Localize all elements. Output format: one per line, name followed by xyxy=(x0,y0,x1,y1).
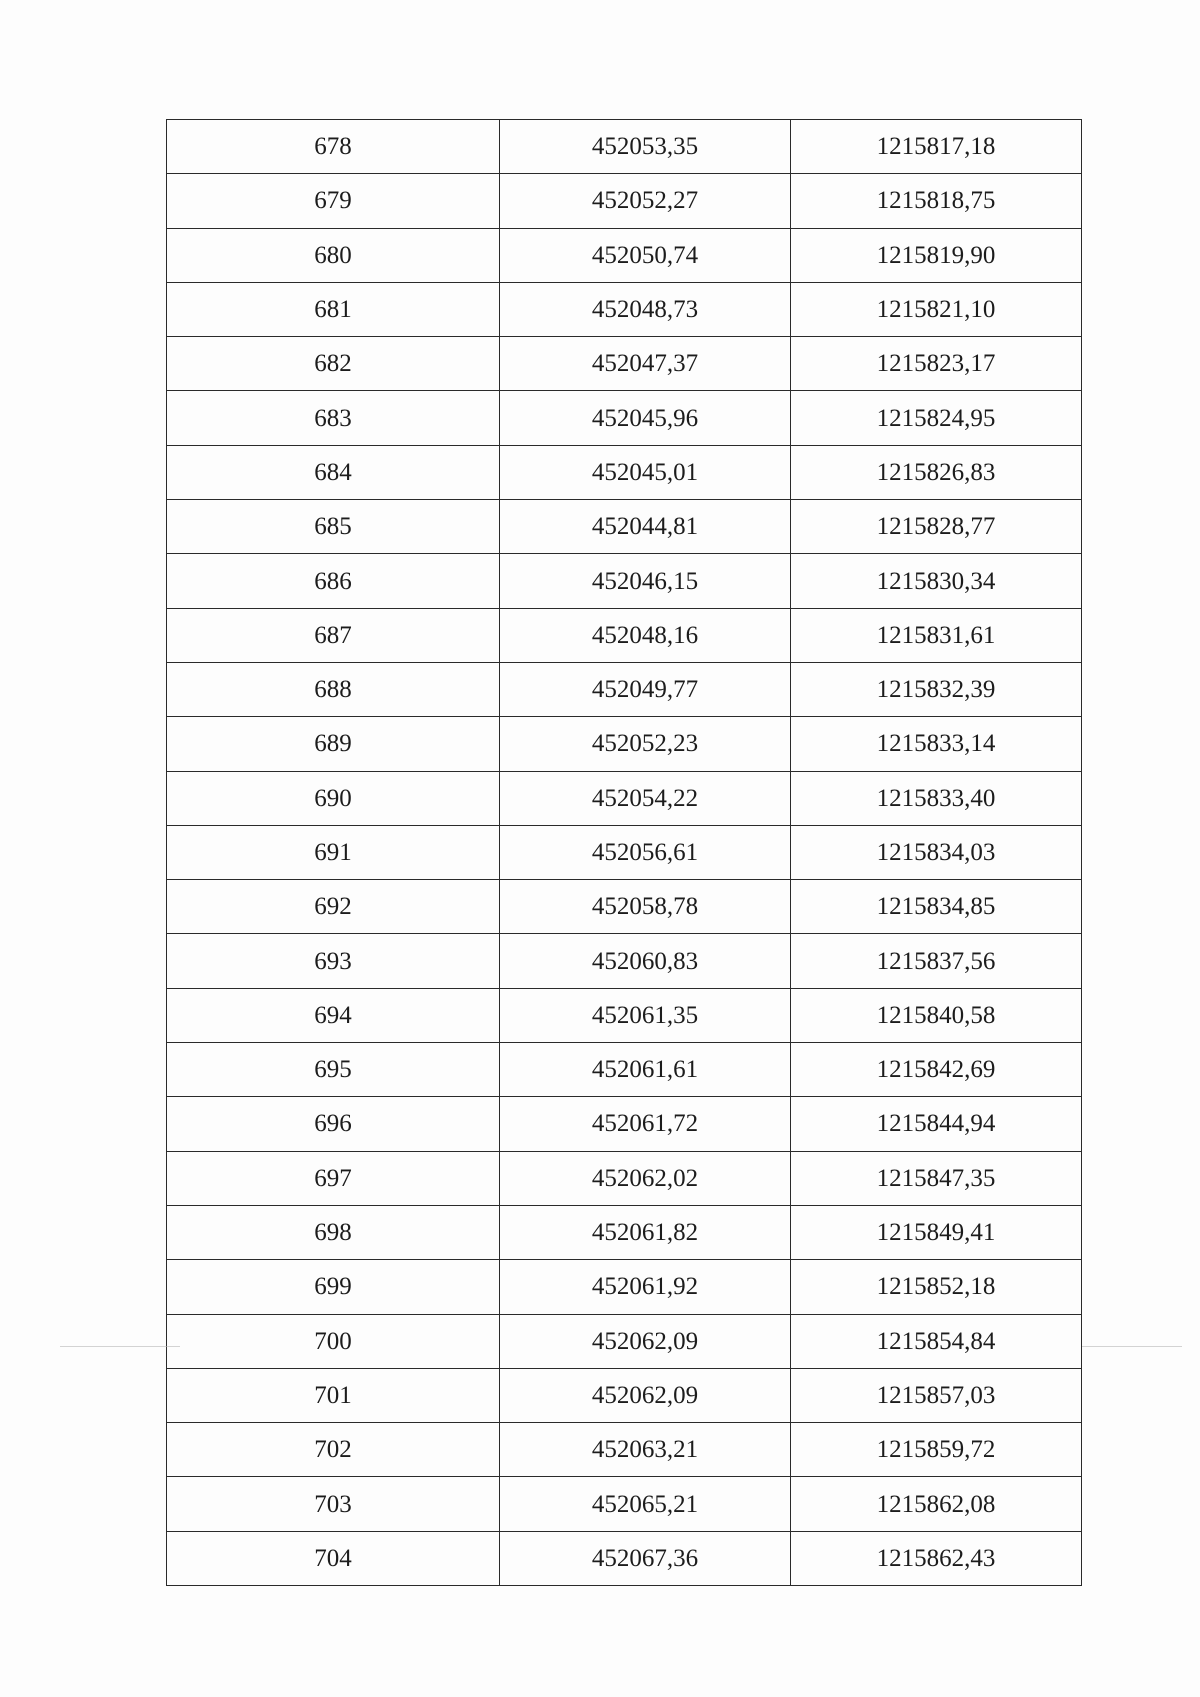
table-row xyxy=(167,880,1082,934)
x-coordinate-cell: 452054,22 xyxy=(500,771,791,825)
point-number-cell: 695 xyxy=(167,1043,500,1097)
point-number-cell: 684 xyxy=(167,445,500,499)
x-coordinate-cell: 452046,15 xyxy=(500,554,791,608)
x-coordinate-cell: 452067,36 xyxy=(500,1531,791,1585)
table-row xyxy=(167,934,1082,988)
table-row xyxy=(167,825,1082,879)
y-coordinate-cell: 1215832,39 xyxy=(791,662,1082,716)
table-row xyxy=(167,391,1082,445)
point-number-cell: 680 xyxy=(167,228,500,282)
table-row xyxy=(167,1423,1082,1477)
point-number-cell: 687 xyxy=(167,608,500,662)
table-row xyxy=(167,717,1082,771)
y-coordinate-cell: 1215830,34 xyxy=(791,554,1082,608)
x-coordinate-cell: 452047,37 xyxy=(500,337,791,391)
y-coordinate-cell: 1215821,10 xyxy=(791,282,1082,336)
table-row xyxy=(167,1043,1082,1097)
point-number-cell: 682 xyxy=(167,337,500,391)
table-row xyxy=(167,282,1082,336)
point-number-cell: 685 xyxy=(167,500,500,554)
x-coordinate-cell: 452045,01 xyxy=(500,445,791,499)
x-coordinate-cell: 452062,09 xyxy=(500,1314,791,1368)
x-coordinate-cell: 452053,35 xyxy=(500,120,791,174)
y-coordinate-cell: 1215862,43 xyxy=(791,1531,1082,1585)
y-coordinate-cell: 1215842,69 xyxy=(791,1043,1082,1097)
table-row xyxy=(167,1260,1082,1314)
y-coordinate-cell: 1215837,56 xyxy=(791,934,1082,988)
y-coordinate-cell: 1215819,90 xyxy=(791,228,1082,282)
x-coordinate-cell: 452044,81 xyxy=(500,500,791,554)
x-coordinate-cell: 452052,27 xyxy=(500,174,791,228)
point-number-cell: 683 xyxy=(167,391,500,445)
y-coordinate-cell: 1215833,14 xyxy=(791,717,1082,771)
point-number-cell: 704 xyxy=(167,1531,500,1585)
y-coordinate-cell: 1215854,84 xyxy=(791,1314,1082,1368)
point-number-cell: 699 xyxy=(167,1260,500,1314)
x-coordinate-cell: 452061,35 xyxy=(500,988,791,1042)
point-number-cell: 696 xyxy=(167,1097,500,1151)
point-number-cell: 678 xyxy=(167,120,500,174)
point-number-cell: 692 xyxy=(167,880,500,934)
point-number-cell: 688 xyxy=(167,662,500,716)
y-coordinate-cell: 1215817,18 xyxy=(791,120,1082,174)
table-row xyxy=(167,500,1082,554)
x-coordinate-cell: 452063,21 xyxy=(500,1423,791,1477)
y-coordinate-cell: 1215844,94 xyxy=(791,1097,1082,1151)
table-row xyxy=(167,120,1082,174)
y-coordinate-cell: 1215831,61 xyxy=(791,608,1082,662)
scan-artifact-line xyxy=(60,1346,180,1347)
y-coordinate-cell: 1215833,40 xyxy=(791,771,1082,825)
table-row xyxy=(167,771,1082,825)
y-coordinate-cell: 1215852,18 xyxy=(791,1260,1082,1314)
point-number-cell: 691 xyxy=(167,825,500,879)
x-coordinate-cell: 452065,21 xyxy=(500,1477,791,1531)
y-coordinate-cell: 1215824,95 xyxy=(791,391,1082,445)
point-number-cell: 686 xyxy=(167,554,500,608)
y-coordinate-cell: 1215849,41 xyxy=(791,1205,1082,1259)
x-coordinate-cell: 452045,96 xyxy=(500,391,791,445)
x-coordinate-cell: 452060,83 xyxy=(500,934,791,988)
y-coordinate-cell: 1215823,17 xyxy=(791,337,1082,391)
table-row xyxy=(167,1314,1082,1368)
point-number-cell: 700 xyxy=(167,1314,500,1368)
table-row xyxy=(167,554,1082,608)
x-coordinate-cell: 452061,61 xyxy=(500,1043,791,1097)
point-number-cell: 679 xyxy=(167,174,500,228)
point-number-cell: 681 xyxy=(167,282,500,336)
x-coordinate-cell: 452056,61 xyxy=(500,825,791,879)
y-coordinate-cell: 1215840,58 xyxy=(791,988,1082,1042)
point-number-cell: 702 xyxy=(167,1423,500,1477)
table-row xyxy=(167,445,1082,499)
x-coordinate-cell: 452062,09 xyxy=(500,1368,791,1422)
table-row xyxy=(167,1531,1082,1585)
y-coordinate-cell: 1215847,35 xyxy=(791,1151,1082,1205)
table-row xyxy=(167,988,1082,1042)
y-coordinate-cell: 1215857,03 xyxy=(791,1368,1082,1422)
coordinates-table xyxy=(166,119,1082,1586)
y-coordinate-cell: 1215834,85 xyxy=(791,880,1082,934)
y-coordinate-cell: 1215828,77 xyxy=(791,500,1082,554)
x-coordinate-cell: 452061,82 xyxy=(500,1205,791,1259)
table-row xyxy=(167,1368,1082,1422)
x-coordinate-cell: 452049,77 xyxy=(500,662,791,716)
point-number-cell: 703 xyxy=(167,1477,500,1531)
y-coordinate-cell: 1215818,75 xyxy=(791,174,1082,228)
x-coordinate-cell: 452048,73 xyxy=(500,282,791,336)
point-number-cell: 694 xyxy=(167,988,500,1042)
table-row xyxy=(167,662,1082,716)
point-number-cell: 698 xyxy=(167,1205,500,1259)
table-row xyxy=(167,1205,1082,1259)
table-row xyxy=(167,174,1082,228)
x-coordinate-cell: 452062,02 xyxy=(500,1151,791,1205)
y-coordinate-cell: 1215834,03 xyxy=(791,825,1082,879)
coordinates-table-body xyxy=(167,120,1082,1586)
table-row xyxy=(167,608,1082,662)
x-coordinate-cell: 452061,72 xyxy=(500,1097,791,1151)
table-row xyxy=(167,337,1082,391)
point-number-cell: 693 xyxy=(167,934,500,988)
y-coordinate-cell: 1215859,72 xyxy=(791,1423,1082,1477)
y-coordinate-cell: 1215826,83 xyxy=(791,445,1082,499)
x-coordinate-cell: 452052,23 xyxy=(500,717,791,771)
point-number-cell: 697 xyxy=(167,1151,500,1205)
table-row xyxy=(167,1151,1082,1205)
x-coordinate-cell: 452061,92 xyxy=(500,1260,791,1314)
scan-artifact-line xyxy=(1082,1346,1182,1347)
point-number-cell: 689 xyxy=(167,717,500,771)
x-coordinate-cell: 452048,16 xyxy=(500,608,791,662)
x-coordinate-cell: 452058,78 xyxy=(500,880,791,934)
point-number-cell: 701 xyxy=(167,1368,500,1422)
x-coordinate-cell: 452050,74 xyxy=(500,228,791,282)
table-row xyxy=(167,1477,1082,1531)
table-row xyxy=(167,228,1082,282)
y-coordinate-cell: 1215862,08 xyxy=(791,1477,1082,1531)
point-number-cell: 690 xyxy=(167,771,500,825)
table-row xyxy=(167,1097,1082,1151)
